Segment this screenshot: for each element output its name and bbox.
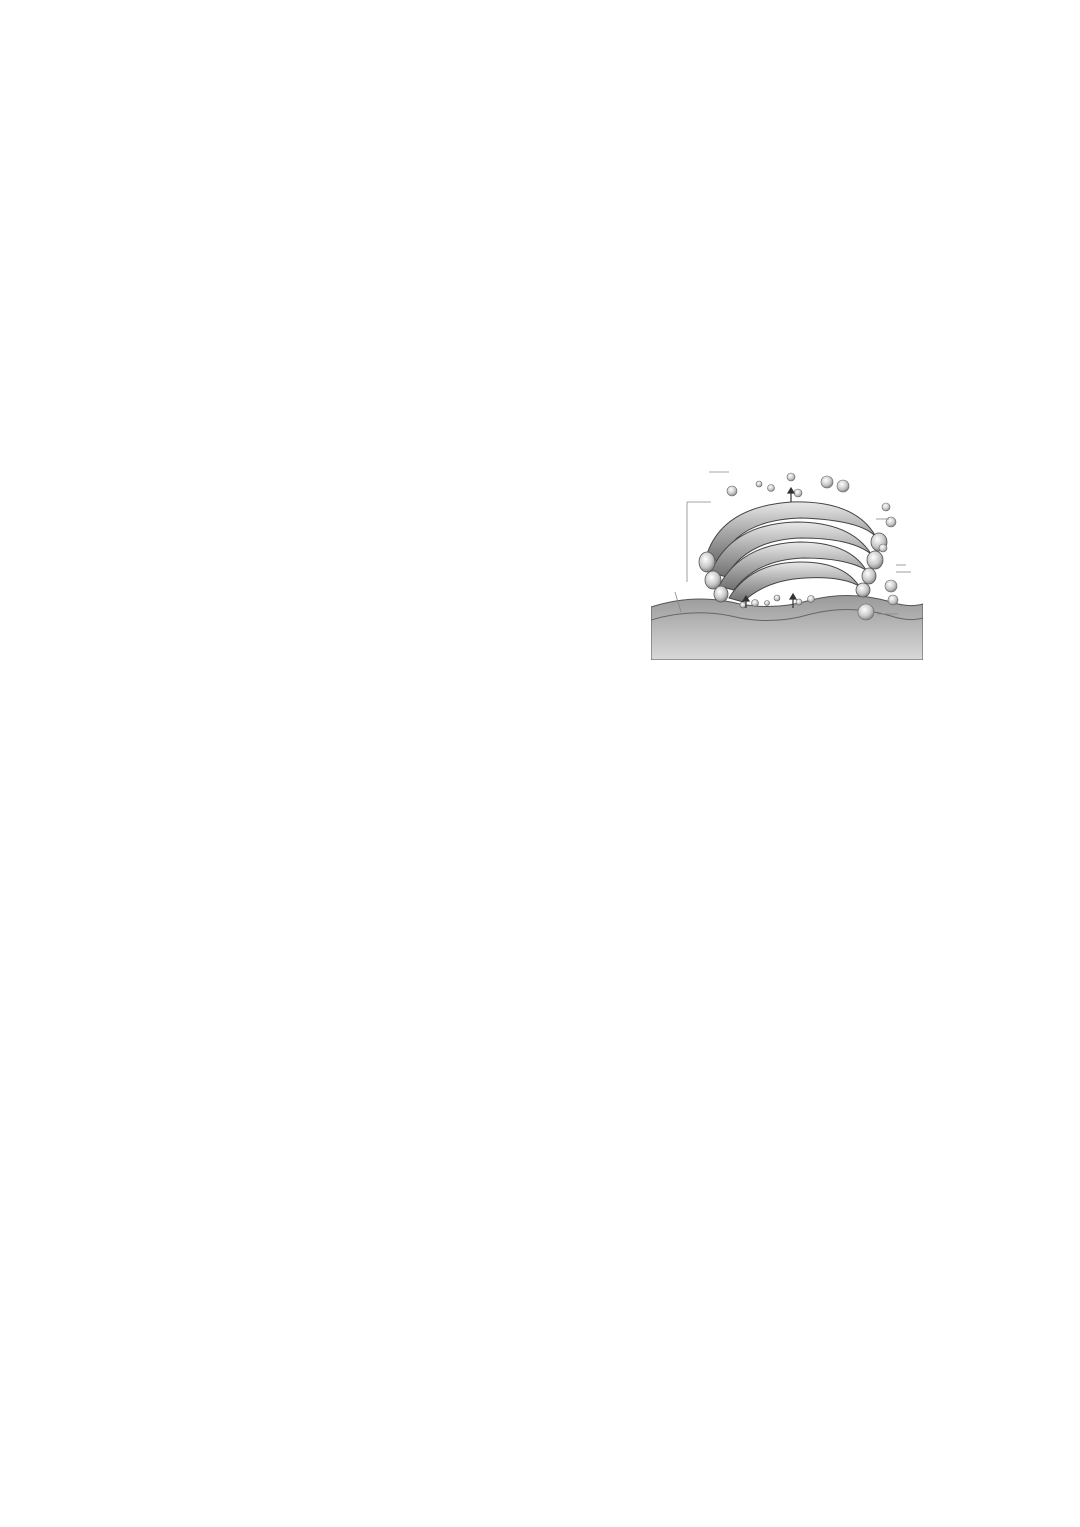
golgi-apparatus-figure [651, 462, 923, 660]
